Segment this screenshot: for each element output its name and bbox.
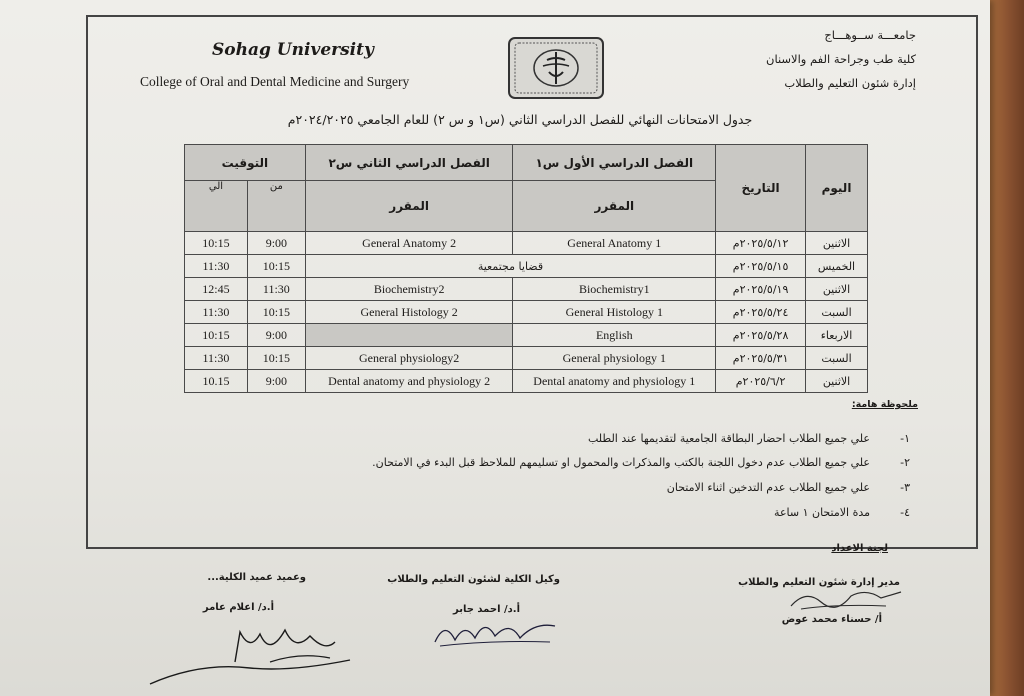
cell-date: ٢٠٢٥/٥/٢٤م — [716, 301, 806, 324]
department-name-ar: إدارة شئون التعليم والطلاب — [784, 76, 916, 90]
cell-to: 11:30 — [185, 255, 248, 278]
table-row — [185, 232, 868, 255]
cell-day: الاثنين — [806, 278, 868, 301]
cell-sem1: English — [513, 324, 716, 347]
dean-title: وعميد عميد الكلية... — [207, 572, 306, 583]
note-number: ٣- — [900, 481, 910, 494]
cell-merged-course: قضايا مجتمعية — [305, 255, 715, 278]
vice-dean-name: أ.د/ احمد جابر — [452, 604, 520, 615]
vice-dean-signature — [430, 612, 560, 652]
table-row — [185, 324, 868, 347]
cell-date: ٢٠٢٥/٥/٢٨م — [716, 324, 806, 347]
header-from: من — [247, 181, 305, 232]
cell-from: 9:00 — [247, 232, 305, 255]
university-name-ar: جامعـــة ســوهـــاج — [824, 28, 916, 42]
vice-dean-title: وكيل الكلية لشئون التعليم والطلاب — [387, 574, 560, 585]
cell-day: السبت — [806, 301, 868, 324]
background-wood — [984, 0, 1024, 696]
note-number: ٢- — [900, 456, 910, 469]
header-semester1: الفصل الدراسي الأول س١ — [513, 145, 716, 181]
notes-title: ملحوظة هامة: — [851, 399, 918, 410]
header-course-2: المقرر — [305, 181, 513, 232]
cell-day: السبت — [806, 347, 868, 370]
cell-sem2: General Histology 2 — [305, 301, 513, 324]
cell-sem1: Biochemistry1 — [513, 278, 716, 301]
cell-day: الاثنين — [806, 370, 868, 393]
cell-date: ٢٠٢٥/٥/١٥م — [716, 255, 806, 278]
cell-from: 10:15 — [247, 301, 305, 324]
cell-sem2-empty — [305, 324, 513, 347]
college-name-en: College of Oral and Dental Medicine and Surgery — [140, 74, 410, 89]
note-number: ٤- — [900, 506, 910, 519]
cell-date: ٢٠٢٥/٥/١٢م — [716, 232, 806, 255]
university-logo — [507, 36, 605, 100]
committee-label: لجنة الاعداد — [831, 543, 888, 554]
cell-from: 10:15 — [247, 347, 305, 370]
table-row — [185, 255, 868, 278]
note-item — [270, 432, 910, 445]
cell-sem1: General physiology 1 — [513, 347, 716, 370]
cell-day: الخميس — [806, 255, 868, 278]
cell-sem1: Dental anatomy and physiology 1 — [513, 370, 716, 393]
header-date: التاريخ — [716, 145, 806, 232]
header-semester2: الفصل الدراسي الثاني س٢ — [305, 145, 513, 181]
table-row — [185, 370, 868, 393]
cell-from: 9:00 — [247, 324, 305, 347]
cell-from: 11:30 — [247, 278, 305, 301]
cell-date: ٢٠٢٥/٦/٢م — [716, 370, 806, 393]
manager-signature — [786, 584, 906, 614]
college-name-ar: كلية طب وجراحة الفم والاسنان — [766, 52, 916, 66]
cell-sem2: General physiology2 — [305, 347, 513, 370]
dean-signature — [140, 622, 360, 692]
cell-day: الاربعاء — [806, 324, 868, 347]
manager-title: مدير إدارة شئون التعليم والطلاب — [738, 577, 900, 588]
cell-to: 10.15 — [185, 370, 248, 393]
schedule-title: جدول الامتحانات النهائي للفصل الدراسي الثاني (س١ و س ٢) للعام الجامعي ٢٠٢٤/٢٠٢٥م — [287, 112, 753, 127]
header-course-1: المقرر — [513, 181, 716, 232]
cell-date: ٢٠٢٥/٥/١٩م — [716, 278, 806, 301]
note-text: علي جميع الطلاب احضار البطاقة الجامعية لتقديمها عند الطلب — [587, 432, 870, 445]
table-row — [185, 301, 868, 324]
cell-sem1: General Histology 1 — [513, 301, 716, 324]
header-day: اليوم — [806, 145, 868, 232]
note-item — [270, 481, 910, 494]
cell-to: 11:30 — [185, 301, 248, 324]
note-text: علي جميع الطلاب عدم التدخين اثناء الامتحان — [666, 481, 870, 494]
note-item — [270, 506, 910, 519]
cell-sem2: Biochemistry2 — [305, 278, 513, 301]
table-row — [185, 347, 868, 370]
note-number: ١- — [900, 432, 910, 445]
cell-to: 10:15 — [185, 232, 248, 255]
dean-name: أ.د/ اعلام عامر — [202, 602, 274, 613]
cell-day: الاثنين — [806, 232, 868, 255]
cell-to: 11:30 — [185, 347, 248, 370]
exam-schedule-table — [184, 144, 868, 393]
cell-to: 12:45 — [185, 278, 248, 301]
header-to: الي — [185, 181, 248, 232]
note-text: مدة الامتحان ١ ساعة — [774, 506, 870, 519]
header-time: التوقيت — [185, 145, 306, 181]
cell-to: 10:15 — [185, 324, 248, 347]
note-text: علي جميع الطلاب عدم دخول اللجنة بالكتب والمذكرات والمحمول او تسليمهم للملاحظ قبل البدء في الامتحان. — [372, 456, 870, 469]
table-row — [185, 278, 868, 301]
manager-name: أ/ حسناء محمد عوض — [781, 614, 882, 625]
cell-date: ٢٠٢٥/٥/٣١م — [716, 347, 806, 370]
cell-sem2: General Anatomy 2 — [305, 232, 513, 255]
cell-from: 10:15 — [247, 255, 305, 278]
university-name-en: Sohag University — [212, 40, 374, 60]
cell-sem2: Dental anatomy and physiology 2 — [305, 370, 513, 393]
cell-from: 9:00 — [247, 370, 305, 393]
cell-sem1: General Anatomy 1 — [513, 232, 716, 255]
note-item — [270, 456, 910, 469]
